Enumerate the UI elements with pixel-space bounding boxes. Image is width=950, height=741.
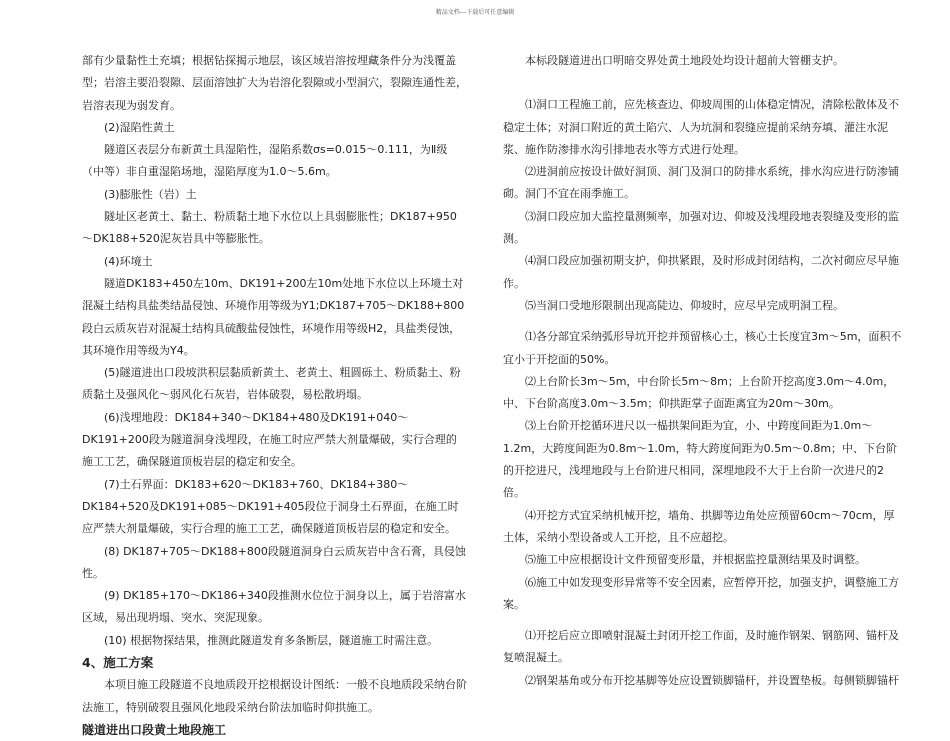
paragraph: 本标段隧道进出口明暗交界处黄土地段处均设计超前大管棚支护。 bbox=[525, 54, 844, 67]
paragraph: (5)隧道进出口段坡洪积层黏质新黄土、老黄土、粗圆砾土、粉质黏土、粉质黏土及强风化～弱风化石灰岩，岩体破裂，易松散坍塌。 bbox=[82, 366, 461, 402]
list-item: ⑵进洞前应按设计做好洞顶、洞门及洞口的防排水系统，排水沟应进行防渗铺砌。洞门不宜在雨季施工。 bbox=[503, 165, 899, 201]
list-item: ⑴开挖后应立即喷射混凝土封闭开挖工作面，及时施作钢架、钢筋网、锚杆及复喷混凝土。 bbox=[503, 629, 899, 665]
list-item: ⑷洞口段应加强初期支护，仰拱紧跟，及时形成封闭结构，二次衬砌应尽早施作。 bbox=[503, 254, 899, 290]
paragraph: (9) DK185+170～DK186+340段推测水位位于洞身以上，属于岩溶富水区域，易出现坍塌、突水、突泥现象。 bbox=[82, 589, 466, 625]
item-heading: (2)湿陷性黄土 bbox=[104, 120, 175, 134]
spacer bbox=[503, 616, 903, 625]
list-item: ⑴洞口工程施工前，应先核查边、仰坡周围的山体稳定情况，清除松散体及不稳定土体；对洞口附近的黄土陷穴、人为坑洞和裂缝应提前采纳夯填、灌注水泥浆、施作防渗排水沟引排地表水等方式进行处理。 bbox=[503, 98, 899, 156]
spacer bbox=[503, 317, 903, 326]
paragraph: (6)浅埋地段：DK184+340～DK184+480及DK191+040～DK191+200段为隧道洞身浅埋段，在施工时应严禁大剂量爆破，实行合理的施工工艺，确保隧道顶板岩层的稳定和安全。 bbox=[82, 410, 457, 469]
paragraph: (8) DK187+705～DK188+800段隧道洞身白云质灰岩中含石膏，具侵蚀性。 bbox=[82, 544, 466, 580]
paragraph: (10) 根据物探结果，推测此隧道发育多条断层，隧道施工时需注意。 bbox=[104, 633, 439, 647]
list-item: ⑹施工中如发现变形异常等不安全因素，应暂停开挖，加强支护，调整施工方案。 bbox=[503, 575, 899, 611]
list-item: ⑸施工中应根据设计文件预留变形量，并根据监控量测结果及时调整。 bbox=[525, 553, 866, 567]
subheading: 隧道进出口段黄土地段施工 bbox=[82, 722, 227, 737]
paragraph: 部有少量黏性土充填；根据钻探揭示地层，该区域岩溶按埋藏条件分为浅覆盖型；岩溶主要沿裂隙、层面溶蚀扩大为岩溶化裂隙或小型洞穴，裂隙连通性差，岩溶表现为弱发育。 bbox=[82, 54, 467, 112]
paragraph: (7)土石界面：DK183+620～DK183+760、DK184+380～DK184+520及DK191+085～DK191+405段位于洞身土石界面，在施工时应严禁大剂量爆破，实行合理的施工工艺，确保隧道顶板岩层的稳定和安全。 bbox=[82, 477, 459, 536]
page-header: 精品文档---下载后可任意编辑 bbox=[435, 9, 515, 16]
paragraph: 隧址区老黄土、黏土、粉质黏土地下水位以上具弱膨胀性；DK187+950～DK188+520泥灰岩具中等膨胀性。 bbox=[82, 210, 457, 246]
list-item: ⑶上台阶开挖循环进尺以一榀拱架间距为宜，小、中跨度间距为1.0m～1.2m，大跨度间距为0.8m～1.0m，特大跨度间距为0.5m～0.8m；中、下台阶的开挖进尺，浅埋地段与上台阶进尺相同，深埋地段不大于上台阶一次进尺的2倍。 bbox=[503, 419, 898, 500]
spacer bbox=[503, 72, 903, 94]
list-item: ⑵钢架基角或分布开挖基脚等处应设置锁脚锚杆，并设置垫板。每侧锁脚锚杆 bbox=[525, 673, 899, 687]
list-item: ⑸当洞口受地形限制出现高陡边、仰坡时，应尽早完成明洞工程。 bbox=[525, 298, 844, 312]
right-column bbox=[503, 50, 903, 692]
paragraph: 隧道DK183+450左10m、DK191+200左10m处地下水位以上环境土对混凝土结构具盐类结晶侵蚀、环境作用等级为Y1;DK187+705～DK188+800段白云质灰岩对混凝土结构具硫酸盐侵蚀性，环境作用等级H2，具盐类侵蚀，其环境作用等级为Y4。 bbox=[82, 276, 465, 357]
paragraph: 隧道区表层分布新黄土具湿陷性，湿陷系数σs=0.015～0.111，为Ⅱ级（中等）非自重湿陷场地，湿陷厚度为1.0～5.6m。 bbox=[82, 143, 448, 179]
list-item: ⑶洞口段应加大监控量测频率，加强对边、仰坡及浅埋段地表裂缝及变形的监测。 bbox=[503, 209, 899, 246]
paragraph: 本项目施工段隧道不良地质段开挖根据设计图纸：一般不良地质段采纳台阶法施工，特别破裂且强风化地段采纳台阶法加临时仰拱施工。 bbox=[82, 678, 467, 714]
item-heading: (4)环境土 bbox=[104, 254, 153, 268]
list-item: ⑵上台阶长3m～5m，中台阶长5m～8m；上台阶开挖高度3.0m～4.0m，中、下台阶高度3.0m～3.5m；仰拱距掌子面距离宜为20m～30m。 bbox=[503, 374, 895, 411]
item-heading: (3)膨胀性（岩）土 bbox=[104, 187, 197, 201]
list-item: ⑷开挖方式宜采纳机械开挖，墙角、拱脚等边角处应预留60cm～70cm，厚土体，采纳小型设备或人工开挖，且不应超挖。 bbox=[503, 508, 895, 544]
left-column bbox=[82, 50, 467, 741]
list-item: ⑴各分部宜采纳弧形导坑开挖并预留核心土，核心土长度宜3m～5m，面积不宜小于开挖面的50%。 bbox=[503, 330, 902, 366]
section-title: 4、施工方案 bbox=[82, 655, 154, 671]
